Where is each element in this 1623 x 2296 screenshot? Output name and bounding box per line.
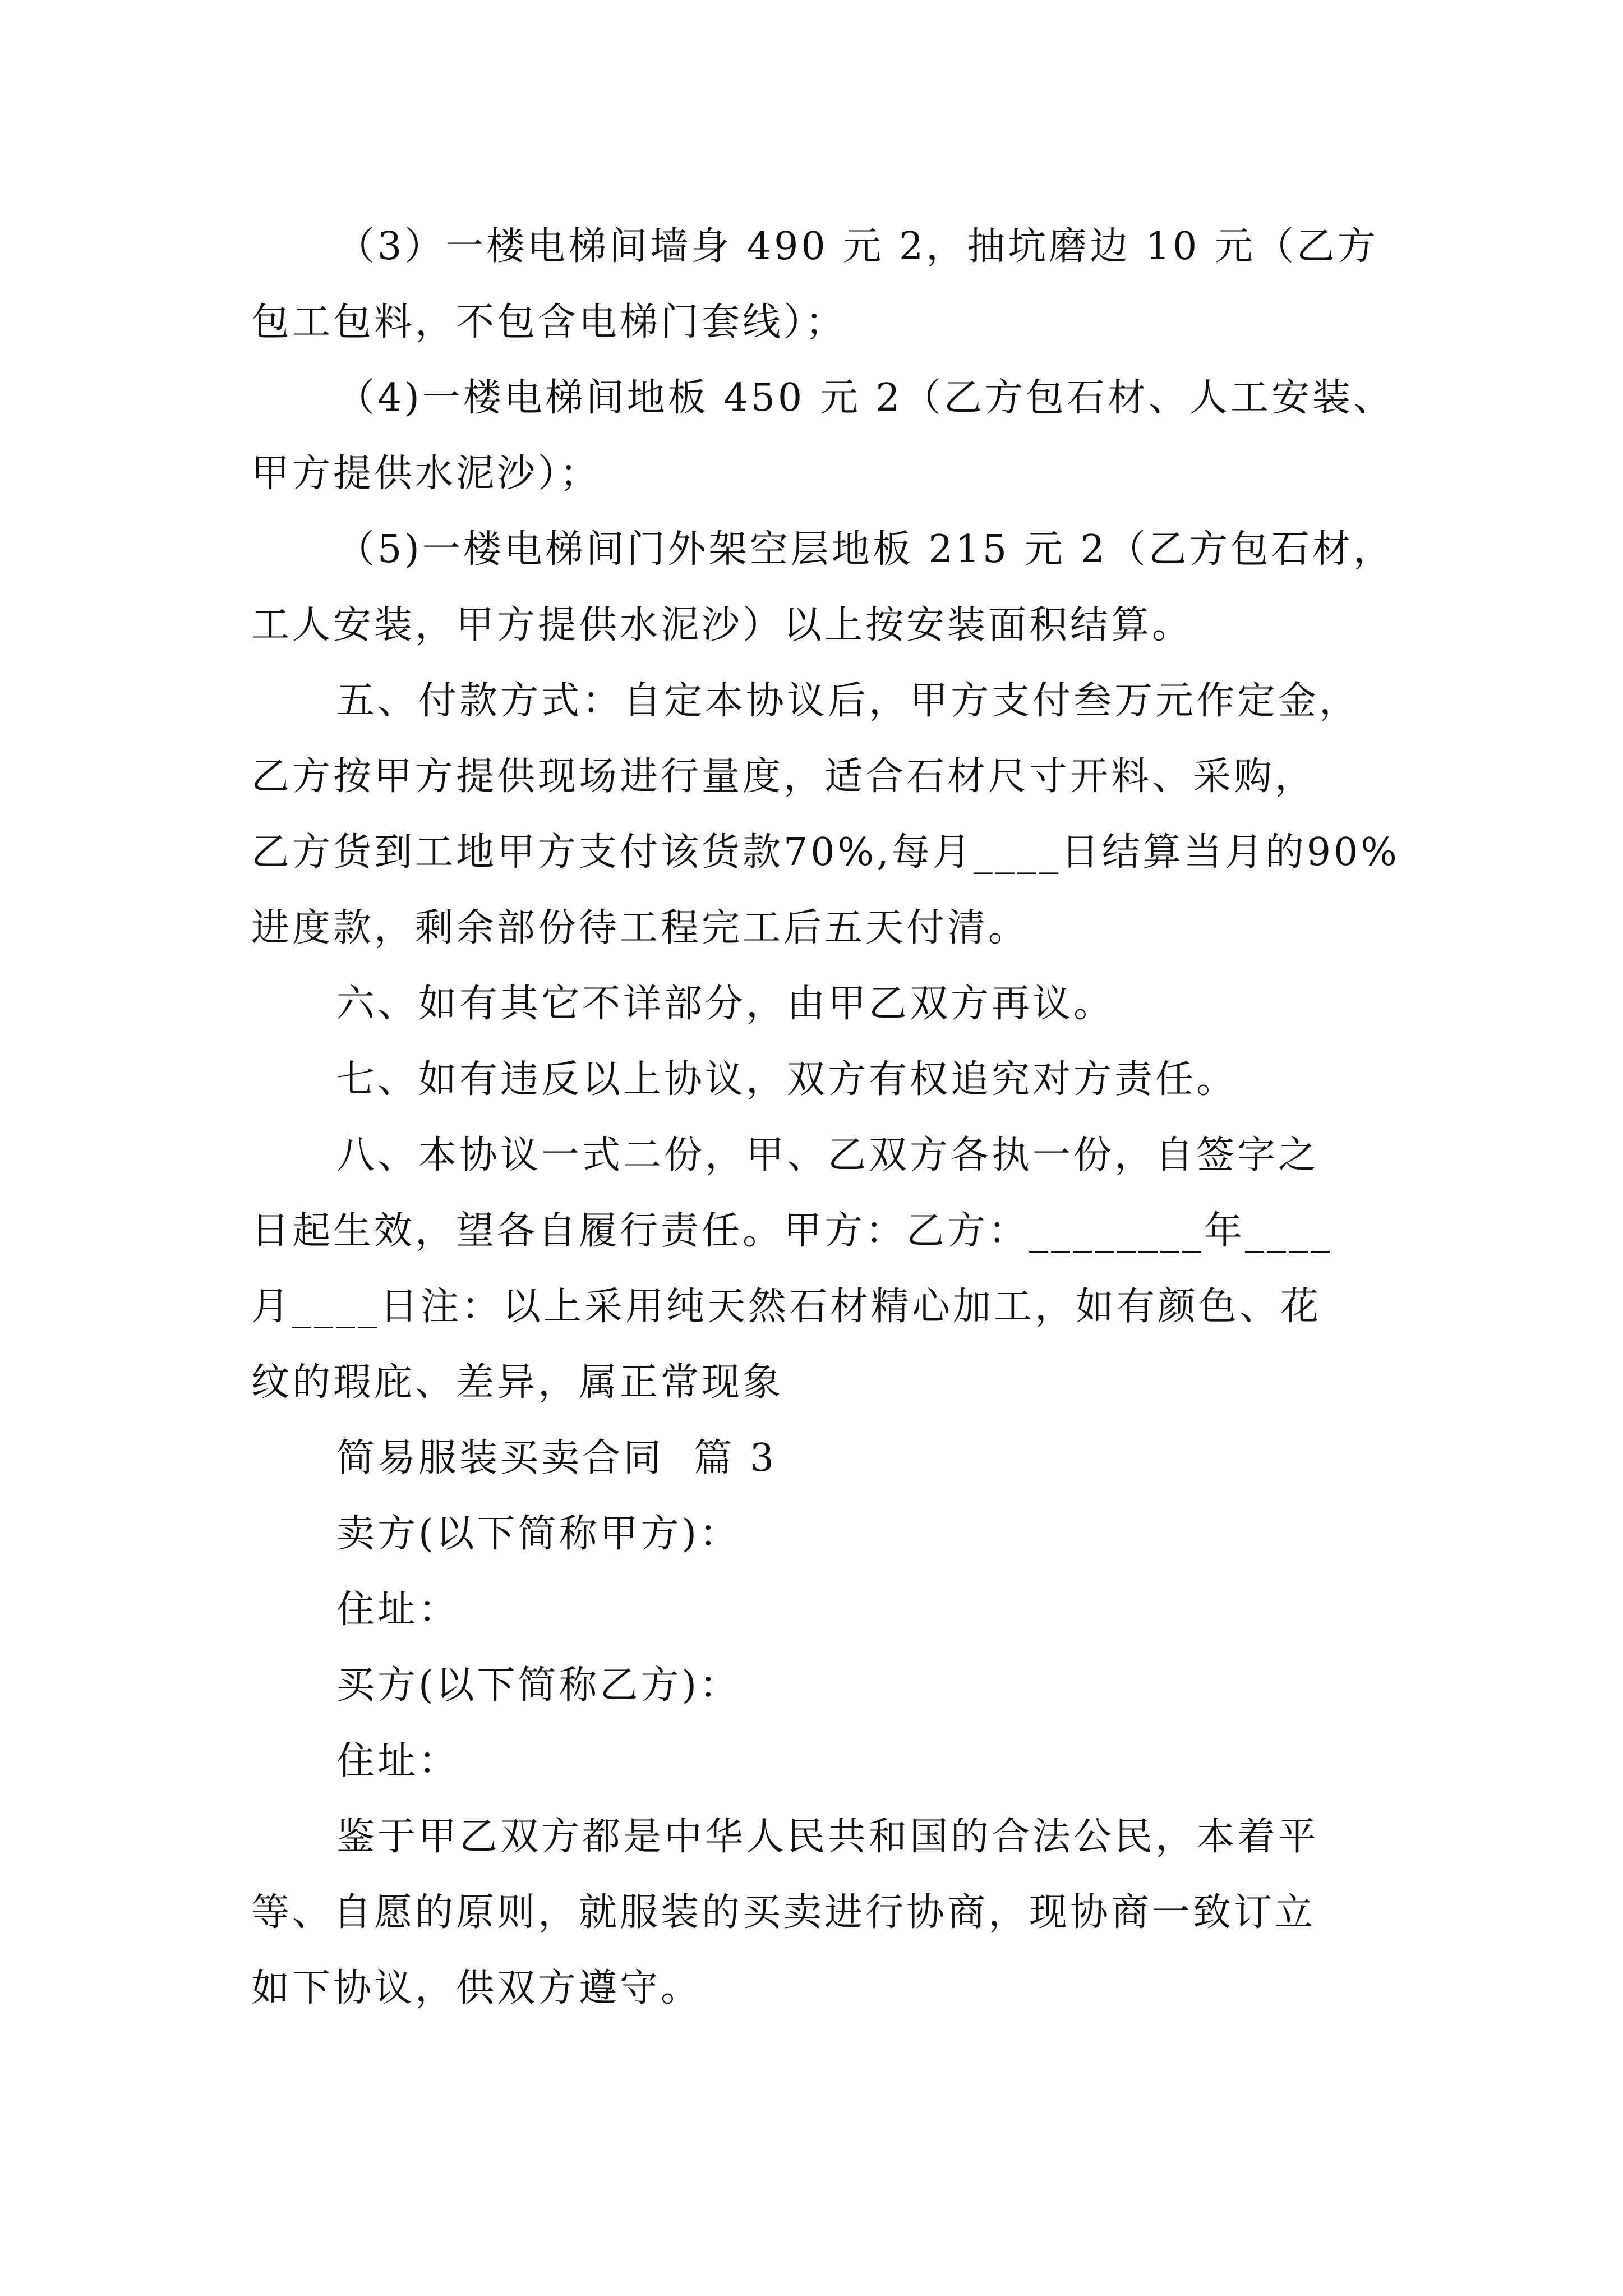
paragraph-copies-line-4: 纹的瑕庇、差异，属正常现象 <box>251 1360 784 1405</box>
paragraph-copies-line-2: 日起生效，望各自履行责任。甲方：乙方：________年____ <box>251 1209 1333 1253</box>
section-title: 简易服装买卖合同 篇 3 <box>336 1436 777 1480</box>
paragraph-item-3-line-2: 包工包料，不包含电梯门套线）； <box>251 300 847 344</box>
paragraph-item-4-line-1: （4)一楼电梯间地板 450 元 2（乙方包石材、人工安装、 <box>336 376 1394 420</box>
paragraph-copies-line-1: 八、本协议一式二份，甲、乙双方各执一份，自签字之 <box>336 1133 1320 1177</box>
paragraph-item-5-line-2: 工人安装，甲方提供水泥沙）以上按安装面积结算。 <box>251 603 1193 647</box>
paragraph-payment-line-1: 五、付款方式：自定本协议后，甲方支付叁万元作定金， <box>336 679 1361 723</box>
preamble-line-2: 等、自愿的原则，就服装的买卖进行协商，现协商一致订立 <box>251 1890 1316 1935</box>
paragraph-payment-line-2: 乙方按甲方提供现场进行量度，适合石材尺寸开料、采购， <box>251 754 1316 799</box>
buyer-label: 买方(以下简称乙方)： <box>336 1663 741 1708</box>
seller-address-label: 住址： <box>336 1588 460 1632</box>
paragraph-other-terms: 六、如有其它不详部分，由甲乙双方再议。 <box>336 982 1115 1026</box>
paragraph-item-5-line-1: （5)一楼电梯间门外架空层地板 215 元 2（乙方包石材， <box>336 527 1394 572</box>
paragraph-item-3-line-1: （3）一楼电梯间墙身 490 元 2，抽坑磨边 10 元（乙方 <box>336 224 1378 269</box>
preamble-line-1: 鉴于甲乙双方都是中华人民共和国的合法公民，本着平 <box>336 1815 1320 1859</box>
paragraph-item-4-line-2: 甲方提供水泥沙）； <box>251 452 601 496</box>
paragraph-copies-line-3: 月____日注：以上采用纯天然石材精心加工，如有颜色、花 <box>251 1285 1322 1329</box>
paragraph-payment-line-4: 进度款，剩余部份待工程完工后五天付清。 <box>251 906 1030 950</box>
paragraph-payment-line-3: 乙方货到工地甲方支付该货款70%,每月____日结算当月的90% <box>251 830 1400 875</box>
paragraph-breach: 七、如有违反以上协议，双方有权追究对方责任。 <box>336 1057 1238 1102</box>
seller-label: 卖方(以下简称甲方)： <box>336 1512 741 1556</box>
buyer-address-label: 住址： <box>336 1739 460 1783</box>
preamble-line-3: 如下协议，供双方遵守。 <box>251 1966 702 2010</box>
